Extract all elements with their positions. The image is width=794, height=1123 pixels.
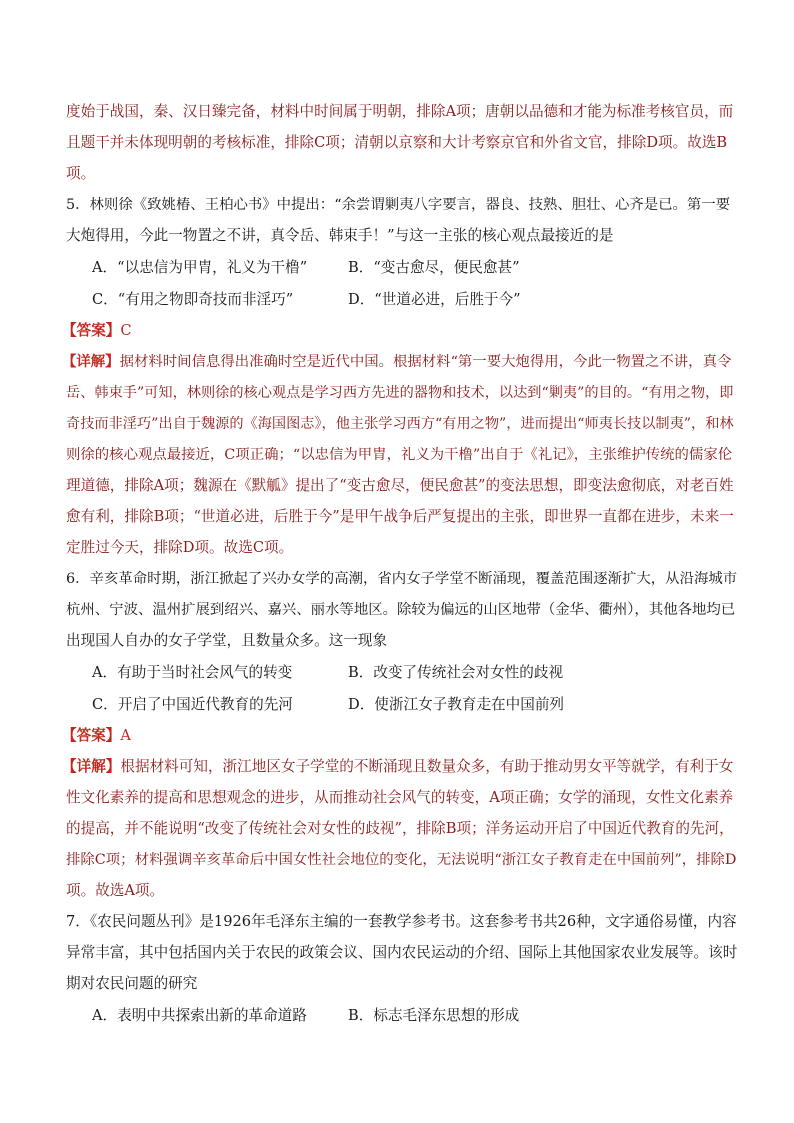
q5-detail-line-4: 则徐的核心观点最接近，C项正确；“以忠信为甲胄，礼义为干橹”出自于《礼记》，主张维护传统的儒家伦: [66, 447, 733, 463]
q5-stem-line-2: 大炮得用，今此一物置之不讲，真令岳、韩束手！”与这一主张的核心观点最接近的是: [66, 227, 614, 244]
q5-detail-text-1: 据材料时间信息得出准确时空是近代中国。根据材料“第一要大炮得用，今此一物置之不讲，真令: [119, 354, 732, 370]
q5-option-d: D．“世道必进，后胜于今”: [348, 291, 521, 308]
q6-stem-line-1: 6．辛亥革命时期，浙江掀起了兴办女学的高潮，省内女子学堂不断涌现，覆盖范围逐渐扩大，从沿海城市: [66, 571, 738, 587]
q5-option-c: C．“有用之物即奇技而非淫巧”: [92, 291, 294, 308]
q6-stem-line-3: 出现国人自办的女子学堂，且数量众多。这一现象: [66, 632, 388, 649]
q5-detail-line-7: 定胜过今天，排除D项。故选C项。: [66, 539, 294, 556]
q7-stem-line-3: 期对农民问题的研究: [66, 975, 198, 992]
q5-detail-line-5: 理道德，排除A项；魏源在《默觚》提出了“变古愈尽，便民愈甚”的变法思想，即变法愈彻底，对老百姓: [66, 477, 734, 494]
q7-option-b: B．标志毛泽东思想的形成: [348, 1007, 520, 1024]
q7-stem-line-1: 7．《农民问题丛刊》是1926年毛泽东主编的一套教学参考书。这套参考书共26种，文字通俗易懂，内容: [66, 913, 737, 930]
q7-option-a: A．表明中共探索出新的革命道路: [92, 1007, 307, 1024]
q6-option-c: C．开启了中国近代教育的先河: [92, 696, 293, 713]
q6-stem-line-2: 杭州、宁波、温州扩展到绍兴、嘉兴、丽水等地区。除较为偏远的山区地带（金华、衢州），其他各地均已: [66, 602, 736, 618]
q6-detail-tag: 【详解】: [62, 758, 121, 775]
q5-option-a: A．“以忠信为甲胄，礼义为干橹”: [92, 259, 308, 276]
q6-detail-text-1: 根据材料可知，浙江地区女子学堂的不断涌现且数量众多，有助于推动男女平等就学，有利于女: [120, 758, 734, 775]
q5-detail-line-3: 奇技而非淫巧”出自于魏源的《海国图志》，他主张学习西方“有用之物”，进而提出“师夷长技以制夷”，和林: [66, 416, 734, 432]
q5-detail-line-1: [62, 352, 732, 372]
intro-line-3: 项。: [66, 165, 96, 182]
q5-stem-line-1: 5．林则徐《致姚椿、王柏心书》中提出：“余尝谓剿夷八字要言，器良、技熟、胆壮、心齐是已。第一要: [66, 197, 731, 213]
q6-detail-line-5: 项。故选A项。: [66, 882, 165, 899]
q6-option-d: D．使浙江女子教育走在中国前列: [348, 696, 565, 713]
q6-answer: [62, 726, 728, 746]
q6-detail-line-1: [62, 757, 734, 777]
q5-option-b: B．“变古愈尽，便民愈甚”: [348, 259, 520, 276]
q5-answer: [62, 321, 728, 341]
q6-detail-line-2: 性文化素养的提高和思想观念的进步，从而推动社会风气的转变，A项正确；女学的涌现，女性文化素养: [66, 789, 734, 806]
q6-option-a: A．有助于当时社会风气的转变: [92, 664, 293, 681]
q6-option-b: B．改变了传统社会对女性的歧视: [348, 664, 564, 681]
q5-detail-line-2: 岳、韩束手”可知，林则徐的核心观点是学习西方先进的器物和技术，以达到“剿夷”的目的。“有用之物，即: [66, 385, 734, 401]
intro-line-1: 度始于战国，秦、汉日臻完备，材料中时间属于明朝，排除A项；唐朝以品德和才能为标准考核官员，而: [66, 103, 734, 120]
q6-detail-line-3: 的提高，并不能说明“改变了传统社会对女性的歧视”，排除B项；洋务运动开启了中国近代教育的先河，: [66, 820, 734, 837]
q5-detail-tag: 【详解】: [62, 353, 120, 370]
q5-answer-value: C: [120, 322, 132, 339]
q6-answer-value: A: [120, 727, 131, 744]
intro-line-2: 且题干并未体现明朝的考核标准，排除C项；清朝以京察和大计考察京官和外省文官，排除D项。故选B: [66, 134, 728, 151]
q6-detail-line-4: 排除C项；材料强调辛亥革命后中国女性社会地位的变化，无法说明“浙江女子教育走在中国前列”，排除D: [66, 852, 737, 868]
q5-detail-line-6: 愈有利，排除B项；“世道必进，后胜于今”是甲午战争后严复提出的主张，即世界一直都在进步，未来一: [66, 508, 734, 525]
q7-stem-line-2: 异常丰富，其中包括国内关于农民的政策会议、国内农民运动的介绍、国际上其他国家农业发展等。该时: [66, 944, 738, 961]
q5-answer-tag: 【答案】: [62, 322, 121, 339]
q6-answer-tag: 【答案】: [62, 727, 121, 744]
